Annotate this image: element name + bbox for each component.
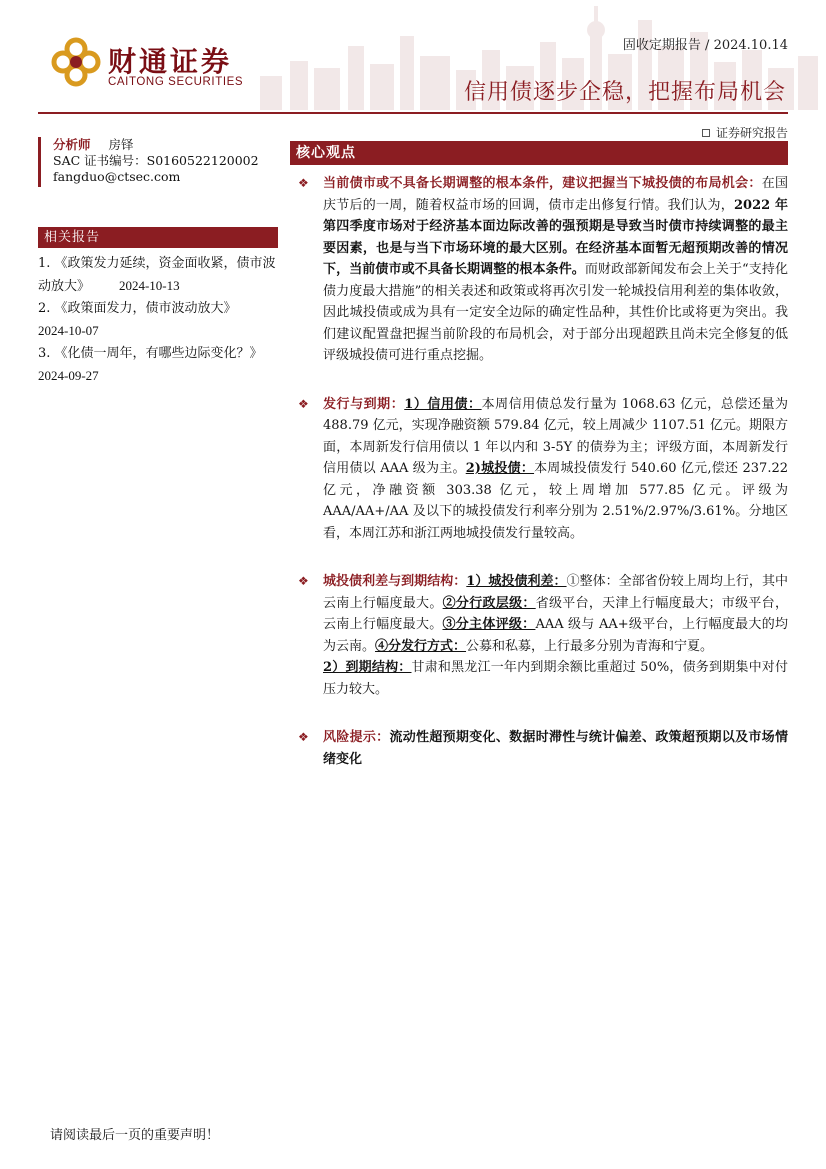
caitong-logo — [50, 36, 250, 96]
left-sidebar — [38, 137, 278, 388]
related-report-item[interactable]: 2. 《政策面发力，债市波动放大》 2024-10-07 — [38, 301, 237, 338]
diamond-bullet-icon: ❖ — [298, 574, 309, 588]
header-divider — [38, 112, 788, 114]
analyst-name: 房铎 — [108, 137, 134, 152]
analyst-sac-number: SAC 证书编号：S0160522120002 — [53, 153, 259, 168]
related-reports-heading: 相关报告 — [38, 227, 278, 248]
footer-disclaimer: 请阅读最后一页的重要声明！ — [50, 1128, 220, 1143]
related-report-item[interactable]: 1. 《政策发力延续，资金面收紧，债市波动放大》 2024-10-13 — [38, 256, 276, 294]
logo-chinese-name: 财通证券 — [108, 45, 233, 78]
related-report-item[interactable]: 3. 《化债一周年，有哪些边际变化？》 2024-09-27 — [38, 346, 263, 383]
research-report-tag — [702, 124, 788, 141]
core-views-section — [290, 141, 788, 770]
square-bullet-icon — [702, 129, 710, 137]
report-type-date: 固收定期报告 / 2024.10.14 — [622, 38, 788, 53]
caitong-logo-icon — [50, 36, 102, 88]
core-point-risk-warning: ❖ 风险提示：流动性超预期变化、数据时滞性与统计偏差、政策超预期以及市场情绪变化 — [290, 727, 788, 770]
related-reports-list — [38, 253, 278, 387]
diamond-bullet-icon: ❖ — [298, 396, 309, 411]
analyst-email[interactable]: fangduo@ctsec.com — [53, 169, 181, 184]
core-point-spread-structure: ❖ 城投债利差与到期结构：1）城投债利差：①整体：全部省份较上周均上行，其中云南上行幅度最大。②分行政层级：省级平台，天津上行幅度最大；市级平台，云南上行幅度最大。③分主体评级：AAA 级与 AA+级平台，上行幅度最大的均为云南。④分发行方式：公募和私募，上行最多分别为青海和宁夏。 2）到期结构：甘肃和黑龙江一年内到期余额比重超过 50%，债务到期集中对付压力较大。 — [290, 571, 788, 700]
core-views-heading: 核心观点 — [290, 141, 788, 165]
report-title: 信用债逐步企稳，把握布局机会 — [463, 80, 786, 105]
diamond-bullet-icon: ❖ — [298, 730, 309, 744]
analyst-info — [38, 137, 278, 187]
research-report-tag-text: 证券研究报告 — [715, 126, 788, 140]
analyst-label: 分析师 — [53, 137, 91, 152]
logo-english-name: CAITONG SECURITIES — [108, 76, 244, 88]
report-header — [0, 0, 826, 118]
core-point-issuance-maturity: ❖ 发行与到期：1）信用债：本周信用债总发行量为 1068.63 亿元，总偿还量为 488.79 亿元，实现净融资额 579.84 亿元，较上周减少 1107.51 亿元。期限方面，本周新发行信用债以 1 年以内和 3-5Y 的债券为主；评级方面，本周新发行信用债以 AAA 级为主。2)城投债：本周城投债发行 540.60 亿元,偿还 237.22 亿元，净融资额 303.38 亿元，较上周增加 577.85 亿元。评级为 AAA/AA+/AA 及以下的城投债发行利率分别为 2.51%/2.97%/3.61%。分地区看，本周江苏和浙江两地城投债发行量较高。 — [290, 394, 788, 545]
core-point-market-view: ❖ 当前债市或不具备长期调整的根本条件，建议把握当下城投债的布局机会：在国庆节后的一周，随着权益市场的回调，债市走出修复行情。我们认为，2022 年第四季度市场对于经济基本面边际改善的强预期是导致当时债市持续调整的最主要因素，也是与当下市场环境的最大区别。在经济基本面暂无超预期改善的情况下，当前债市或不具备长期调整的根本条件。而财政部新闻发布会上关于“支持化债力度最大措施”的相关表述和政策或将再次引发一轮城投信用利差的集体收敛，因此城投债或成为具有一定安全边际的确定性品种，其性价比或将更为突出。我们建议配置盘把握当前阶段的布局机会，对于部分出现超跌且尚未完全修复的低评级城投债可进行重点挖掘。 — [290, 173, 788, 367]
diamond-bullet-icon: ❖ — [298, 176, 309, 190]
